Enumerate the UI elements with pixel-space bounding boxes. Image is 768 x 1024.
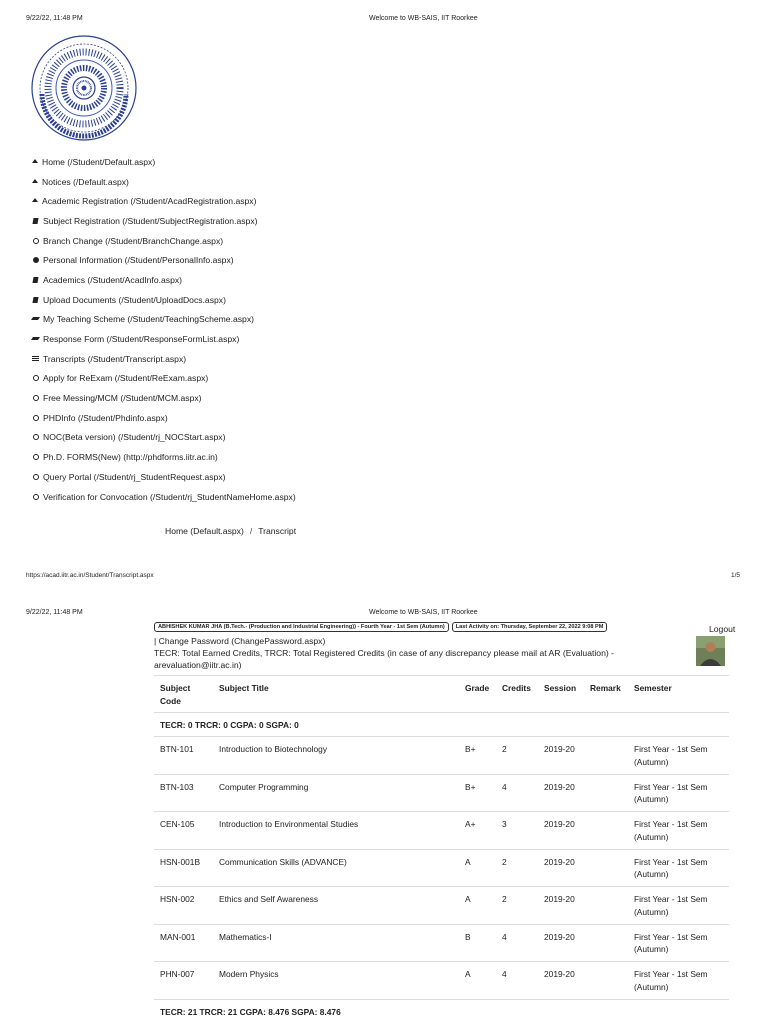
breadcrumb: [165, 526, 296, 536]
cell-subject-code: MAN-001: [160, 931, 196, 942]
cell-subject-code: HSN-002: [160, 894, 195, 904]
nav-item[interactable]: [32, 270, 296, 290]
nav-item[interactable]: [32, 388, 296, 408]
nav-item-label: Free Messing/MCM (/Student/MCM.aspx): [43, 393, 202, 404]
breadcrumb-separator: /: [249, 526, 253, 536]
cell-subject-title: Mathematics-I: [219, 931, 272, 942]
nav-item[interactable]: [32, 211, 296, 231]
cell-remark: [584, 812, 628, 850]
cell-semester: First Year - 1st Sem (Autumn): [634, 744, 708, 767]
avatar: [696, 636, 725, 666]
nav-item[interactable]: [32, 191, 296, 211]
print-header-title-2: Welcome to WB-SAIS, IIT Roorkee: [369, 609, 478, 616]
globe-icon: [32, 454, 39, 461]
cell-grade: B: [465, 931, 471, 942]
cell-remark: [584, 774, 628, 812]
nav-item-label: NOC(Beta version) (/Student/rj_NOCStart.aspx): [43, 432, 226, 443]
summary-text: TECR: 0 TRCR: 0 CGPA: 0 SGPA: 0: [160, 720, 299, 730]
nav-item[interactable]: [32, 231, 296, 251]
nav-item-label: Academics (/Student/AcadInfo.aspx): [43, 274, 183, 285]
table-row: [154, 924, 729, 962]
globe-icon: [32, 434, 39, 441]
cell-subject-title: Introduction to Biotechnology: [219, 744, 328, 754]
graduation-cap-icon: [32, 316, 39, 323]
nav-item[interactable]: [32, 428, 296, 448]
iit-roorkee-seal-icon: [28, 32, 140, 144]
globe-icon: [32, 493, 39, 500]
cell-remark: [584, 887, 628, 925]
nav-item-label: Subject Registration (/Student/SubjectRegistration.aspx): [43, 215, 258, 226]
cell-grade: A: [465, 969, 471, 979]
nav-item-label: Branch Change (/Student/BranchChange.aspx): [43, 235, 224, 246]
cell-session: 2019-20: [544, 894, 575, 904]
nav-item[interactable]: [32, 290, 296, 310]
globe-icon: [32, 473, 39, 480]
nav-item-label: PHDInfo (/Student/Phdinfo.aspx): [43, 412, 168, 423]
change-password-link[interactable]: | Change Password (ChangePassword.aspx): [154, 636, 326, 646]
globe-icon: [32, 237, 39, 244]
last-activity-badge: Last Activity on: Thursday, September 22, 2022 9:08 PM: [452, 622, 608, 632]
home-icon: [32, 179, 38, 183]
cell-semester: First Year - 1st Sem (Autumn): [634, 819, 708, 842]
nav-item-label: Transcripts (/Student/Transcript.aspx): [43, 353, 187, 364]
print-header-title: Welcome to WB-SAIS, IIT Roorkee: [369, 15, 478, 22]
summary-row-top: [154, 713, 729, 737]
cell-session: 2019-20: [544, 931, 575, 942]
cell-session: 2019-20: [544, 969, 575, 979]
cell-grade: B+: [465, 744, 476, 754]
table-row: [154, 812, 729, 850]
cell-subject-title: Computer Programming: [219, 781, 309, 792]
nav-item[interactable]: [32, 172, 296, 192]
cell-credits: 2: [502, 744, 507, 754]
nav-item-label: Verification for Convocation (/Student/rj_StudentNameHome.aspx): [43, 491, 296, 502]
logout-link[interactable]: Logout: [709, 624, 736, 634]
nav-item[interactable]: [32, 467, 296, 487]
transcript-table: [154, 675, 729, 1023]
user-info-bar: [154, 622, 607, 632]
cell-credits: 4: [502, 931, 507, 942]
nav-item-label: Home (/Student/Default.aspx): [42, 156, 156, 167]
cell-subject-title: Modern Physics: [219, 969, 279, 979]
cell-grade: A+: [465, 819, 476, 829]
cell-session: 2019-20: [544, 781, 575, 792]
cell-session: 2019-20: [544, 744, 575, 754]
cell-subject-title: Introduction to Environmental Studies: [219, 819, 359, 829]
table-row: [154, 774, 729, 812]
nav-item-label: Academic Registration (/Student/AcadRegistration.aspx): [42, 196, 257, 207]
cell-credits: 4: [502, 781, 507, 792]
cell-semester: First Year - 1st Sem (Autumn): [634, 931, 708, 954]
col-credits: Credits: [502, 683, 531, 693]
summary-row-bottom: [154, 999, 729, 1023]
print-footer-url: https://acad.iitr.ac.in/Student/Transcript.aspx: [26, 572, 154, 579]
cell-subject-code: HSN-001B: [160, 856, 201, 867]
book-icon: [32, 217, 39, 224]
cell-credits: 3: [502, 819, 507, 829]
nav-item-label: Personal Information (/Student/PersonalInfo.aspx): [43, 255, 234, 266]
cell-remark: [584, 962, 628, 1000]
table-row: [154, 962, 729, 1000]
nav-item[interactable]: [32, 408, 296, 428]
home-icon: [32, 198, 38, 202]
institute-logo[interactable]: [28, 32, 140, 144]
nav-item[interactable]: [32, 447, 296, 467]
nav-item[interactable]: [32, 152, 296, 172]
nav-item[interactable]: [32, 250, 296, 270]
cell-grade: A: [465, 894, 471, 904]
table-row: [154, 849, 729, 887]
cell-subject-title: Communication Skills (ADVANCE): [219, 856, 347, 867]
cell-semester: First Year - 1st Sem (Autumn): [634, 781, 708, 804]
table-header-row: [154, 676, 729, 713]
nav-item[interactable]: [32, 310, 296, 330]
print-header-datetime-2: 9/22/22, 11:48 PM: [26, 609, 83, 616]
list-icon: [32, 355, 39, 362]
sidebar-nav: [32, 152, 296, 506]
cell-session: 2019-20: [544, 819, 575, 829]
credits-note: TECR: Total Earned Credits, TRCR: Total Registered Credits (in case of any discrepancy please mail at AR (Evaluation) - arevaluation@iitr.ac.in): [154, 648, 614, 670]
nav-item-label: Response Form (/Student/ResponseFormList.aspx): [43, 334, 240, 345]
cell-remark: [584, 924, 628, 962]
student-info-badge: ABHISHEK KUMAR JHA (B.Tech.- (Production and Industrial Engineering)) - Fourth Year - 1st Sem (Autumn): [154, 622, 449, 632]
globe-icon: [32, 414, 39, 421]
cell-credits: 2: [502, 856, 507, 867]
nav-item-label: Upload Documents (/Student/UploadDocs.aspx): [43, 294, 226, 305]
cell-remark: [584, 849, 628, 887]
breadcrumb-current: Transcript: [258, 526, 297, 536]
nav-item[interactable]: [32, 487, 296, 507]
nav-item-label: Notices (/Default.aspx): [42, 176, 129, 187]
cell-subject-code: CEN-105: [160, 819, 195, 829]
col-grade: Grade: [465, 683, 490, 693]
cell-semester: First Year - 1st Sem (Autumn): [634, 969, 708, 992]
col-session: Session: [544, 683, 577, 693]
nav-item-label: Query Portal (/Student/rj_StudentRequest.aspx): [43, 471, 226, 482]
globe-icon: [32, 375, 39, 382]
breadcrumb-home-link[interactable]: Home (Default.aspx): [165, 526, 244, 536]
home-icon: [32, 159, 38, 163]
cell-subject-code: PHN-007: [160, 969, 195, 979]
cell-session: 2019-20: [544, 856, 575, 867]
info-icon: [32, 257, 39, 264]
book-icon: [32, 276, 39, 283]
col-remark: Remark: [590, 683, 621, 693]
graduation-cap-icon: [32, 336, 39, 343]
col-subject-code: Subject Code: [160, 683, 191, 706]
nav-item-label: My Teaching Scheme (/Student/TeachingScheme.aspx): [43, 314, 254, 325]
book-icon: [32, 296, 39, 303]
print-header-datetime: 9/22/22, 11:48 PM: [26, 15, 83, 22]
cell-semester: First Year - 1st Sem (Autumn): [634, 894, 708, 917]
summary-text: TECR: 21 TRCR: 21 CGPA: 8.476 SGPA: 8.476: [160, 1006, 341, 1017]
print-footer-page: 1/5: [731, 572, 741, 579]
cell-subject-code: BTN-101: [160, 744, 194, 754]
cell-subject-title: Ethics and Self Awareness: [219, 894, 319, 904]
nav-item-label: Apply for ReExam (/Student/ReExam.aspx): [43, 373, 209, 384]
cell-credits: 4: [502, 969, 507, 979]
nav-item[interactable]: [32, 369, 296, 389]
nav-item[interactable]: [32, 349, 296, 369]
cell-grade: B+: [465, 781, 476, 792]
globe-icon: [32, 395, 39, 402]
col-semester: Semester: [634, 683, 672, 693]
cell-subject-code: BTN-103: [160, 781, 194, 792]
nav-item[interactable]: [32, 329, 296, 349]
cell-grade: A: [465, 856, 471, 867]
cell-remark: [584, 737, 628, 775]
cell-credits: 2: [502, 894, 507, 904]
user-photo-icon: [696, 636, 725, 666]
table-row: [154, 887, 729, 925]
col-subject-title: Subject Title: [219, 683, 269, 693]
cell-semester: First Year - 1st Sem (Autumn): [634, 856, 708, 879]
table-row: [154, 737, 729, 775]
nav-item-label: Ph.D. FORMS(New) (http://phdforms.iitr.ac.in): [43, 452, 218, 463]
